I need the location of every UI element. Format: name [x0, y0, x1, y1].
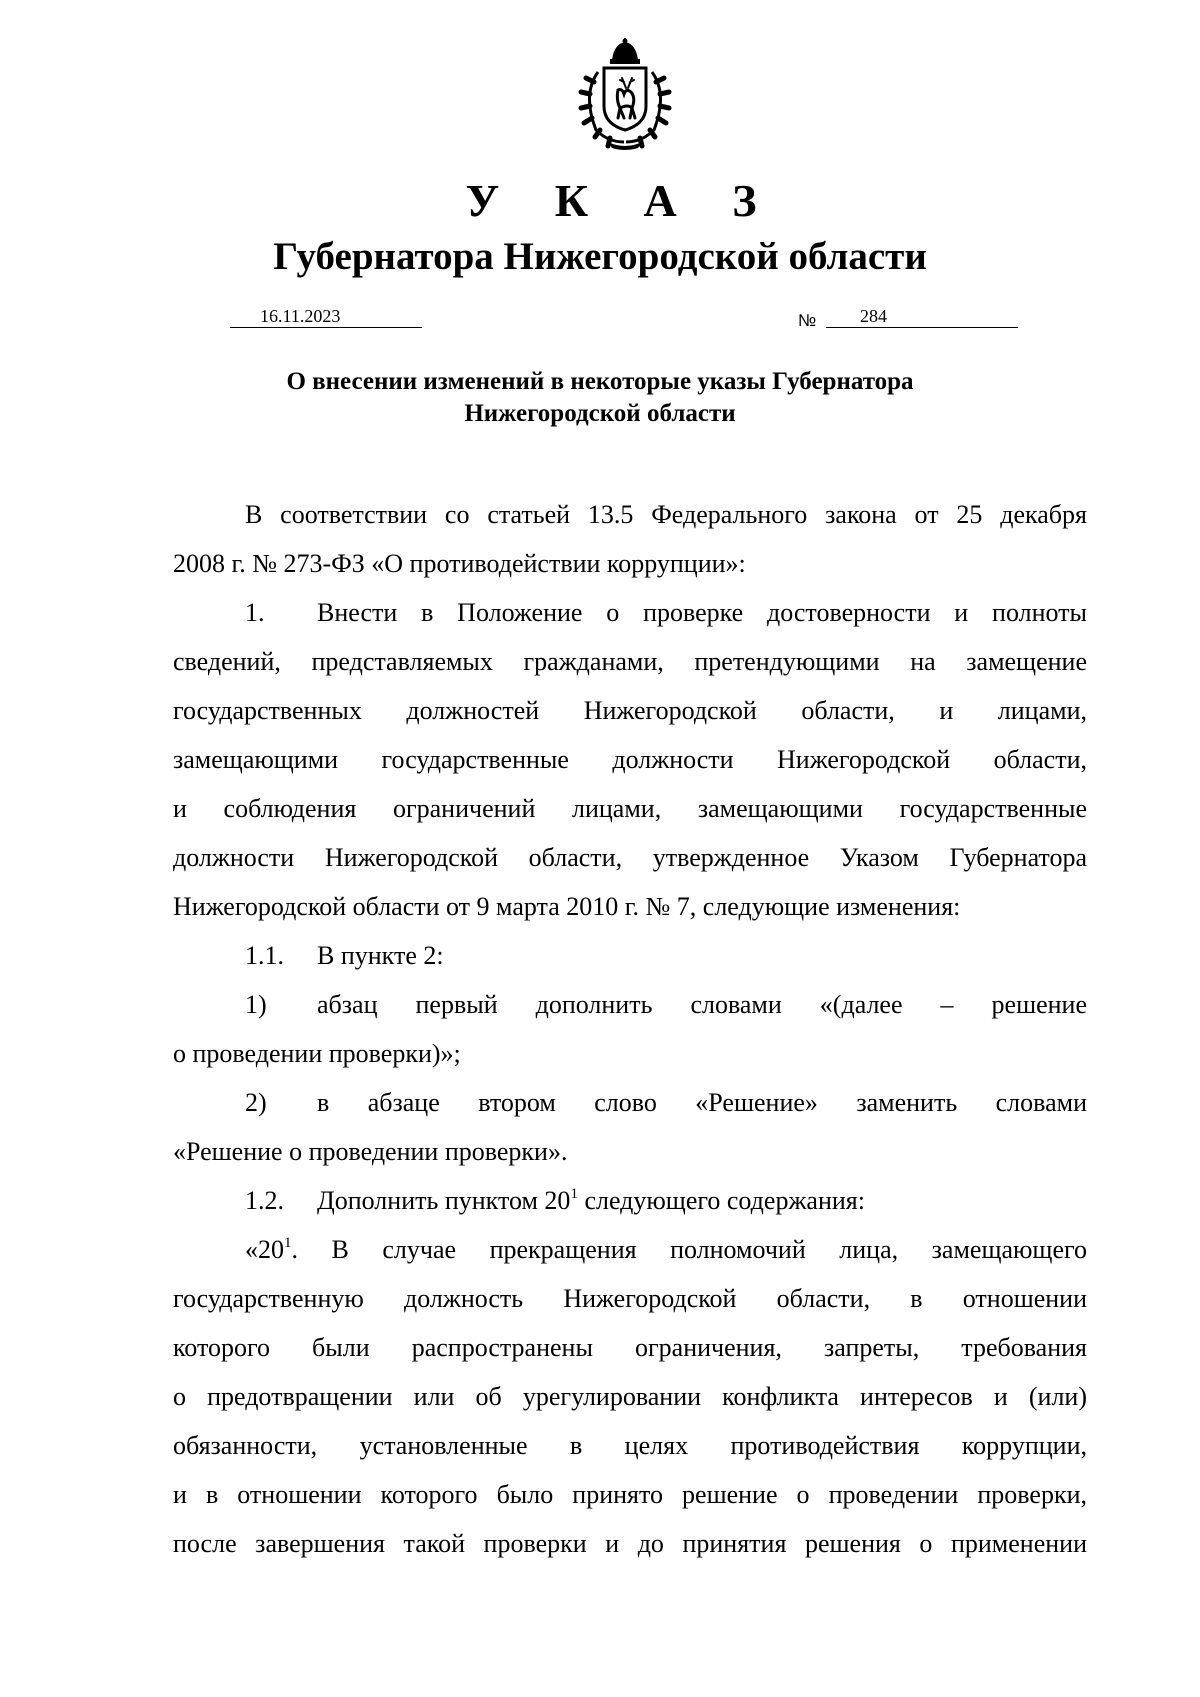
text-line: о проведении проверки)»; [173, 1039, 461, 1068]
subject-line: Нижегородской области [464, 400, 736, 427]
text-line [173, 931, 1087, 980]
clause-number: 1. [245, 598, 265, 627]
text-line: В соответствии со статьей 13.5 Федерального закона от 25 декабря [245, 500, 1087, 529]
text-line: сведений, представляемых гражданами, претендующими на замещение [173, 647, 1087, 676]
document-type-title: У К А З [465, 175, 779, 226]
text-line: государственную должность Нижегородской области, в отношении [173, 1284, 1087, 1313]
subitem-2 [173, 1078, 1087, 1176]
text-line [173, 1078, 1087, 1127]
text-line: Нижегородской области от 9 марта 2010 г. № 7, следующие изменения: [173, 892, 961, 921]
subitem-1 [173, 980, 1087, 1078]
clause-text: Дополнить пунктом 20 [317, 1186, 571, 1215]
item-text: абзац первый дополнить словами «(далее – решение [317, 990, 1087, 1019]
clause-number: 1.1. [245, 941, 284, 970]
date-field [230, 305, 422, 328]
text-line [173, 588, 1087, 637]
clause-1 [173, 588, 1087, 931]
item-number: 2) [245, 1088, 267, 1117]
text-line: должности Нижегородской области, утвержденное Указом Губернатора [173, 843, 1087, 872]
number-label: № [798, 311, 817, 330]
quoted-number: «20 [245, 1235, 284, 1264]
quoted-clause-20-1 [173, 1225, 1087, 1568]
text-line: которого были распространены ограничения, запреты, требования [173, 1333, 1087, 1362]
text-line: «Решение о проведении проверки». [173, 1137, 568, 1166]
superscript: 1 [570, 1186, 578, 1202]
text-line: замещающими государственные должности Нижегородской области, [173, 745, 1087, 774]
text-line [173, 980, 1087, 1029]
text-line: 2008 г. № 273-ФЗ «О противодействии коррупции»: [173, 549, 746, 578]
document-date: 16.11.2023 [260, 306, 341, 326]
subject-line: О внесении изменений в некоторые указы Губернатора [286, 368, 914, 395]
clause-text: следующего содержания: [577, 1186, 865, 1215]
clause-text: В пункте 2: [317, 941, 444, 970]
text-line: после завершения такой проверки и до принятия решения о применении [173, 1529, 1087, 1558]
clause-1-1 [173, 931, 1087, 980]
text-line: обязанности, установленные в целях противодействия коррупции, [173, 1431, 1087, 1460]
text-line: о предотвращении или об урегулировании конфликта интересов и (или) [173, 1382, 1087, 1411]
quoted-text: . В случае прекращения полномочий лица, замещающего [291, 1235, 1087, 1264]
document-body [173, 490, 1087, 1568]
issuer-title: Губернатора Нижегородской области [273, 235, 927, 278]
text-line [173, 1176, 1087, 1225]
clause-1-2 [173, 1176, 1087, 1225]
number-field [826, 305, 1018, 328]
coat-of-arms-emblem [568, 38, 682, 150]
preamble-paragraph [173, 490, 1087, 588]
document-subject [0, 366, 1200, 430]
item-number: 1) [245, 990, 267, 1019]
text-line [173, 1225, 1087, 1274]
text-line: государственных должностей Нижегородской области, и лицами, [173, 696, 1087, 725]
text-line: и в отношении которого было принято решение о проведении проверки, [173, 1480, 1087, 1509]
clause-number: 1.2. [245, 1186, 284, 1215]
text-line: и соблюдения ограничений лицами, замещающими государственные [173, 794, 1087, 823]
item-text: в абзаце втором слово «Решение» заменить словами [317, 1088, 1087, 1117]
document-number: 284 [860, 306, 887, 326]
clause-text: Внести в Положение о проверке достоверности и полноты [317, 598, 1087, 627]
superscript: 1 [284, 1235, 292, 1251]
